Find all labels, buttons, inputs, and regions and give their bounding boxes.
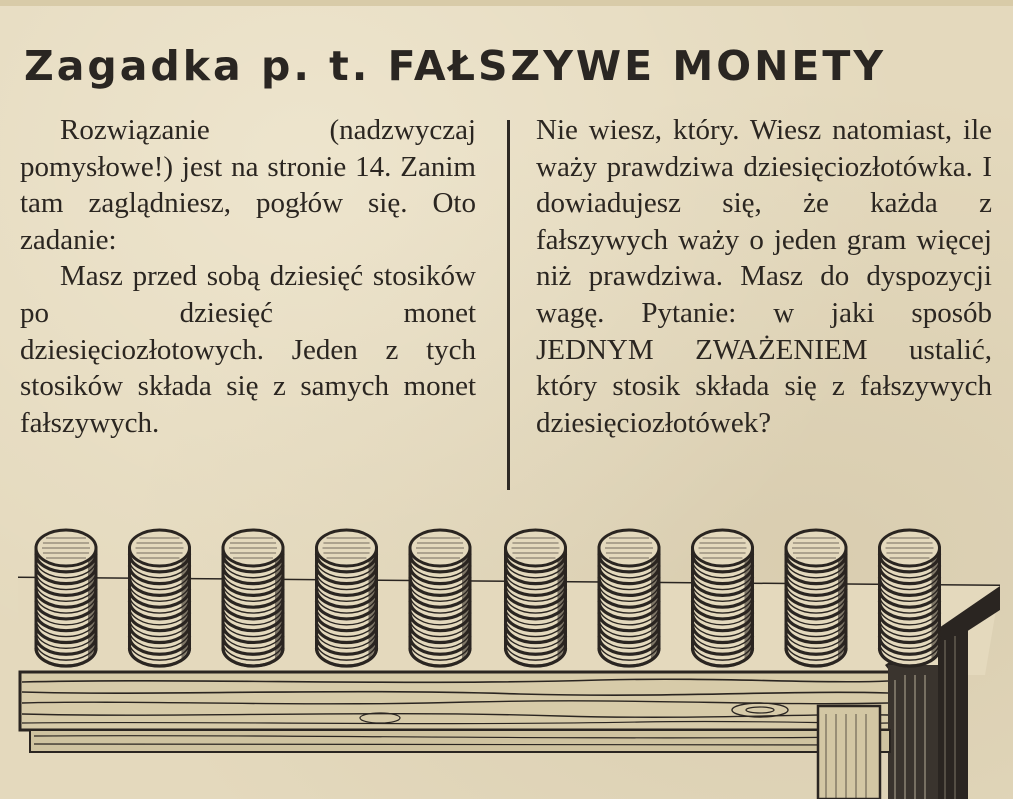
column-divider bbox=[507, 120, 510, 490]
coin-stack bbox=[880, 530, 940, 666]
coin-stack bbox=[223, 530, 283, 666]
coin-stack bbox=[317, 530, 377, 666]
table-front-plank bbox=[20, 672, 890, 730]
left-paragraph-1: Rozwiązanie (nadzwyczaj pomysłowe!) jest na stronie 14. Zanim tam zaglądniesz, pogłów się. Oto zadanie: bbox=[20, 114, 476, 256]
article-title: Zagadka p. t. FAŁSZYWE MONETY bbox=[24, 42, 887, 90]
coin-stack bbox=[693, 530, 753, 666]
coin-stack bbox=[599, 530, 659, 666]
left-column bbox=[20, 112, 476, 441]
top-border bbox=[0, 0, 1013, 6]
coin-stack bbox=[36, 530, 96, 666]
right-paragraph-1: Nie wiesz, który. Wiesz natomiast, ile waży prawdziwa dziesięciozłotówka. I dowiadujesz się, że każda z fałszywych waży o jeden gram więcej niż prawdziwa. Masz do dyspozycji wagę. Pytanie: w jaki sposób JEDNYM ZWAŻENIEM ustalić, który stosik składa się z fałszywych dziesięciozłotówek? bbox=[536, 114, 992, 439]
coin-stack bbox=[410, 530, 470, 666]
left-paragraph-2: Masz przed sobą dziesięć stosików po dziesięć monet dziesięciozłotowych. Jeden z tych stosików składa się z samych monet fałszywych. bbox=[20, 260, 476, 439]
right-column bbox=[536, 112, 992, 441]
coin-stack bbox=[506, 530, 566, 666]
coin-stack bbox=[130, 530, 190, 666]
coin-stacks-illustration bbox=[0, 510, 1013, 799]
coin-stack bbox=[786, 530, 846, 666]
